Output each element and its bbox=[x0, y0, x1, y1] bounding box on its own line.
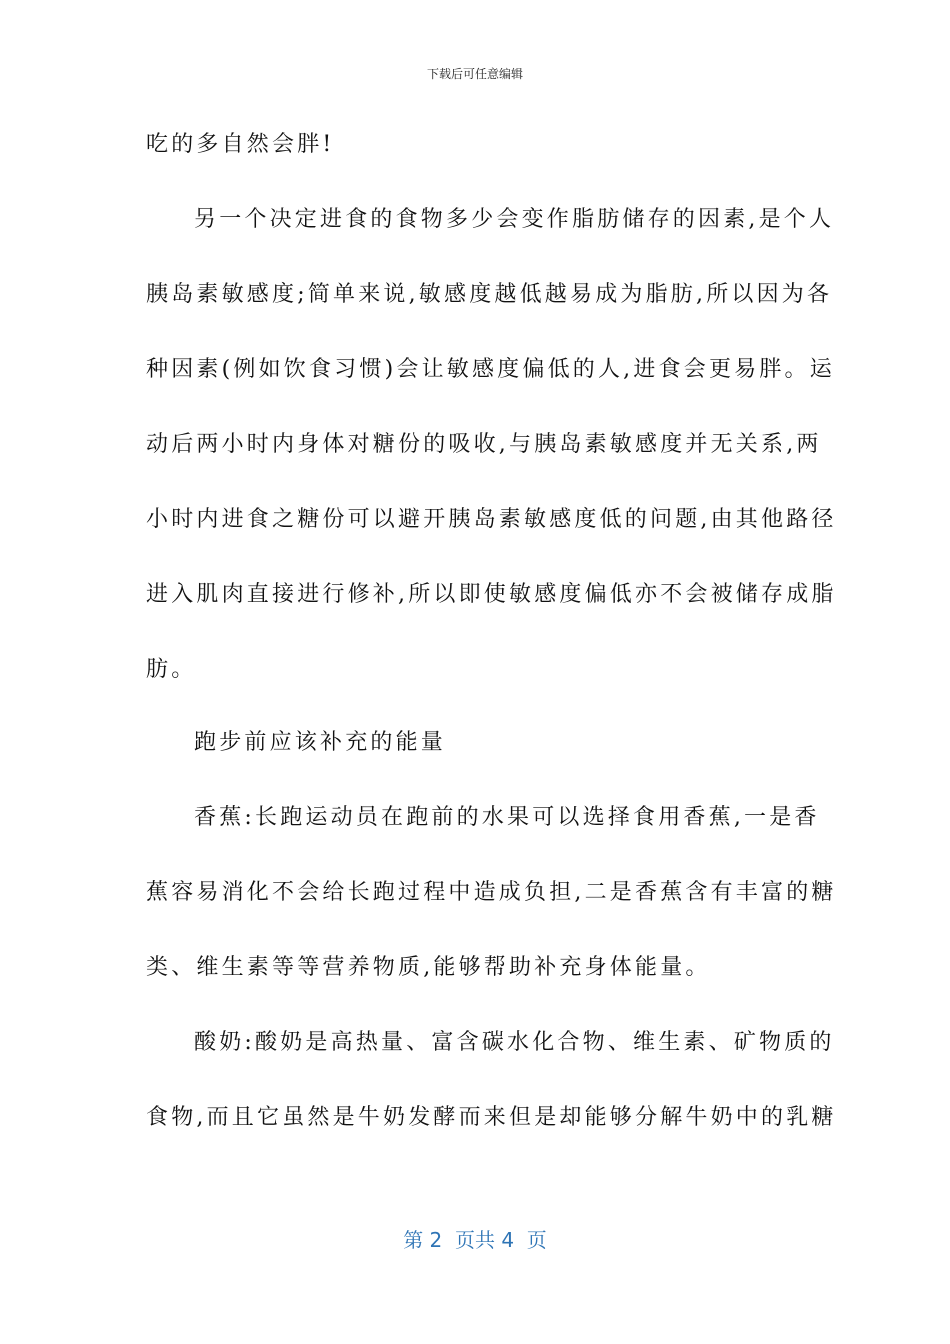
paragraph-first-line: 另一个决定进食的食物多少会变作脂肪储存的因素,是个人 bbox=[194, 207, 835, 232]
text-line: 类、维生素等等营养物质,能够帮助补充身体能量。 bbox=[146, 955, 711, 980]
text-line: 动后两小时内身体对糖份的吸收,与胰岛素敏感度并无关系,两 bbox=[146, 432, 822, 457]
text-line: 肪。 bbox=[146, 657, 197, 682]
section-heading: 跑步前应该补充的能量 bbox=[194, 730, 447, 755]
text-line: 蕉容易消化不会给长跑过程中造成负担,二是香蕉含有丰富的糖 bbox=[146, 880, 837, 905]
text-line: 进入肌肉直接进行修补,所以即使敏感度偏低亦不会被储存成脂 bbox=[146, 582, 837, 607]
text-line: 种因素(例如饮食习惯)会让敏感度偏低的人,进食会更易胖。运 bbox=[146, 357, 835, 382]
text-line: 食物,而且它虽然是牛奶发酵而来但是却能够分解牛奶中的乳糖 bbox=[146, 1105, 837, 1130]
text-line: 吃的多自然会胖! bbox=[146, 132, 335, 157]
paragraph-first-line: 香蕉:长跑运动员在跑前的水果可以选择食用香蕉,一是香 bbox=[194, 805, 820, 830]
paragraph-first-line: 酸奶:酸奶是高热量、富含碳水化合物、维生素、矿物质的 bbox=[194, 1030, 835, 1055]
page-header: 下载后可任意编辑 bbox=[426, 67, 523, 81]
text-line: 小时内进食之糖份可以避开胰岛素敏感度低的问题,由其他路径 bbox=[146, 507, 837, 532]
text-line: 胰岛素敏感度;简单来说,敏感度越低越易成为脂肪,所以因为各 bbox=[146, 282, 833, 307]
page-number-footer: 第 2 页共 4 页 bbox=[403, 1228, 547, 1252]
